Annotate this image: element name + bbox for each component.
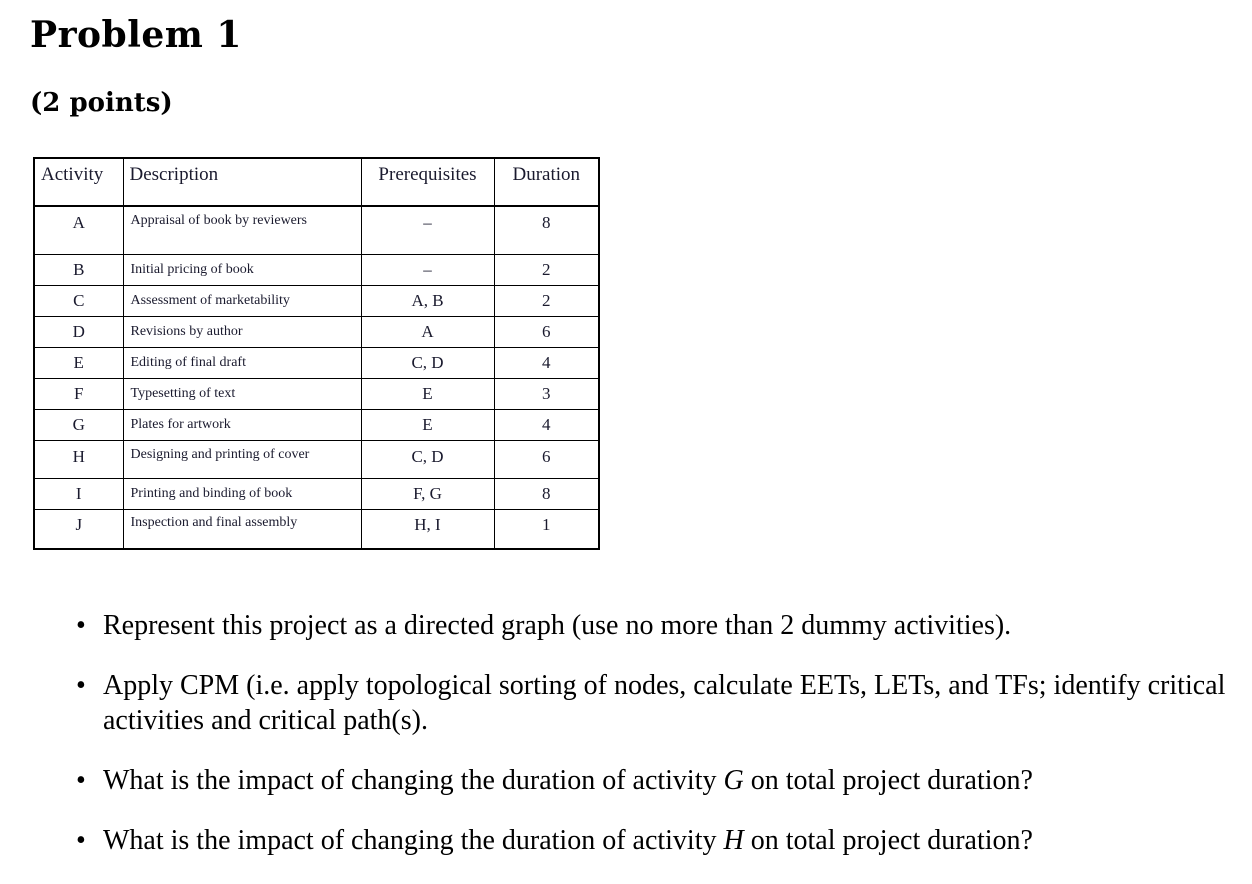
cell-prerequisites: F, G xyxy=(361,478,494,509)
activity-table xyxy=(33,157,600,550)
cell-duration: 2 xyxy=(494,254,599,285)
cell-prerequisites: – xyxy=(361,254,494,285)
activity-variable: G xyxy=(723,765,744,796)
cell-description: Assessment of marketability xyxy=(123,285,361,316)
table-row xyxy=(34,409,599,440)
cell-duration: 4 xyxy=(494,409,599,440)
cell-duration: 8 xyxy=(494,478,599,509)
cell-activity: J xyxy=(34,509,123,549)
problem-points: (2 points) xyxy=(30,88,173,118)
table-row xyxy=(34,285,599,316)
cell-prerequisites: E xyxy=(361,378,494,409)
cell-prerequisites: E xyxy=(361,409,494,440)
task-item xyxy=(72,823,1242,858)
header-prerequisites: Prerequisites xyxy=(361,158,494,206)
cell-activity: C xyxy=(34,285,123,316)
table-row xyxy=(34,347,599,378)
cell-duration: 1 xyxy=(494,509,599,549)
cell-activity: I xyxy=(34,478,123,509)
table-row xyxy=(34,254,599,285)
cell-duration: 2 xyxy=(494,285,599,316)
cell-description: Typesetting of text xyxy=(123,378,361,409)
cell-duration: 6 xyxy=(494,440,599,478)
cell-activity: B xyxy=(34,254,123,285)
table-row xyxy=(34,478,599,509)
cell-description: Initial pricing of book xyxy=(123,254,361,285)
cell-description: Revisions by author xyxy=(123,316,361,347)
task-text: Apply CPM (i.e. apply topological sorting of nodes, calculate EETs, LETs, and TFs; identify critical activities and critical path(s). xyxy=(103,670,1226,736)
cell-description: Printing and binding of book xyxy=(123,478,361,509)
cell-prerequisites: A, B xyxy=(361,285,494,316)
cell-duration: 8 xyxy=(494,206,599,254)
table-row xyxy=(34,316,599,347)
task-item xyxy=(72,763,1242,798)
task-text-post: on total project duration? xyxy=(743,825,1033,856)
table-row xyxy=(34,440,599,478)
cell-description: Appraisal of book by reviewers xyxy=(123,206,361,254)
cell-prerequisites: C, D xyxy=(361,347,494,378)
bullet-icon: • xyxy=(76,670,86,701)
cell-description: Editing of final draft xyxy=(123,347,361,378)
header-description: Description xyxy=(123,158,361,206)
cell-prerequisites: C, D xyxy=(361,440,494,478)
table-row xyxy=(34,509,599,549)
cell-activity: G xyxy=(34,409,123,440)
cell-activity: D xyxy=(34,316,123,347)
task-text-pre: What is the impact of changing the duration of activity xyxy=(103,825,724,856)
cell-duration: 4 xyxy=(494,347,599,378)
task-text-pre: What is the impact of changing the duration of activity xyxy=(103,765,724,796)
cell-prerequisites: A xyxy=(361,316,494,347)
cell-activity: F xyxy=(34,378,123,409)
activity-variable: H xyxy=(723,825,744,856)
table-row xyxy=(34,206,599,254)
cell-description: Plates for artwork xyxy=(123,409,361,440)
cell-prerequisites: H, I xyxy=(361,509,494,549)
cell-description: Designing and printing of cover xyxy=(123,440,361,478)
task-item xyxy=(72,608,1242,643)
cell-duration: 6 xyxy=(494,316,599,347)
task-text: Represent this project as a directed graph (use no more than 2 dummy activities). xyxy=(103,610,1012,641)
task-item xyxy=(72,668,1242,738)
cell-activity: E xyxy=(34,347,123,378)
header-activity: Activity xyxy=(34,158,123,206)
cell-activity: A xyxy=(34,206,123,254)
cell-duration: 3 xyxy=(494,378,599,409)
bullet-icon: • xyxy=(76,765,86,796)
cell-description: Inspection and final assembly xyxy=(123,509,361,549)
table-header-row xyxy=(34,158,599,206)
cell-prerequisites: – xyxy=(361,206,494,254)
table-row xyxy=(34,378,599,409)
cell-activity: H xyxy=(34,440,123,478)
task-text-post: on total project duration? xyxy=(743,765,1033,796)
bullet-icon: • xyxy=(76,610,86,641)
header-duration: Duration xyxy=(494,158,599,206)
bullet-icon: • xyxy=(76,825,86,856)
problem-title: Problem 1 xyxy=(30,14,242,56)
task-list xyxy=(72,608,1242,883)
